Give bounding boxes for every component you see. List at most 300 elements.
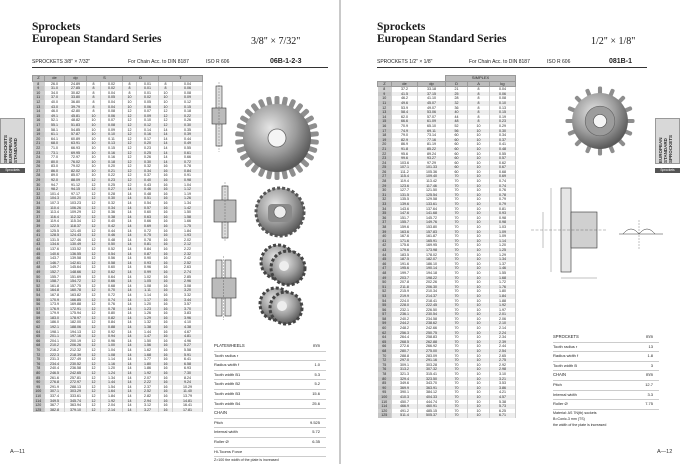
table-cell: 66.93 — [65, 146, 87, 151]
table-cell: 116.4 — [45, 215, 65, 220]
table-cell: 86.0 — [45, 169, 65, 174]
table-cell: 8 — [123, 81, 137, 86]
table-cell: 29 — [33, 178, 45, 183]
table-cell: 70 — [446, 188, 468, 193]
table-cell: 179.9 — [45, 311, 65, 316]
table-cell: 307.32 — [418, 367, 446, 372]
table-cell: 8 — [468, 119, 490, 124]
table-cell: 16 — [159, 233, 173, 238]
table-cell: 10 — [468, 188, 490, 193]
table-cell: 214.37 — [418, 294, 446, 299]
table-cell: 4.21 — [490, 390, 516, 395]
table-cell: 14 — [123, 288, 137, 293]
table-cell: 266.92 — [418, 344, 446, 349]
table-cell: 44 — [378, 253, 392, 258]
table-cell: 195.6 — [392, 266, 418, 271]
table-cell: 70 — [446, 372, 468, 377]
table-cell: 1.26 — [173, 196, 203, 201]
table-cell: 2.32 — [173, 252, 203, 257]
table-cell: 55 — [33, 298, 45, 303]
table-cell: 1.50 — [137, 339, 159, 344]
table-cell: 505.37 — [418, 413, 446, 418]
table-cell: 1.92 — [137, 371, 159, 376]
table-cell: 125.54 — [418, 193, 446, 198]
table-cell: 45.81 — [65, 114, 87, 119]
table-cell: 28 — [446, 96, 468, 101]
table-cell: 2.54 — [490, 349, 516, 354]
table-cell: 12 — [87, 334, 101, 339]
table-cell: 70 — [446, 202, 468, 207]
table-cell: 0.20 — [101, 164, 123, 169]
table-cell: 0.21 — [101, 169, 123, 174]
table-cell: 161.87 — [418, 234, 446, 239]
table-cell: 61.09 — [418, 119, 446, 124]
table-cell: 100 — [33, 389, 45, 394]
table-cell: 12 — [87, 196, 101, 201]
table-cell: 16 — [159, 348, 173, 353]
table-cell: 14 — [123, 362, 137, 367]
table-cell: 58.4 — [392, 110, 418, 115]
hub-profile-drawing — [206, 182, 246, 242]
table-cell: 0.74 — [490, 179, 516, 184]
table-cell: 0.30 — [137, 160, 159, 165]
table-cell: 323.50 — [418, 377, 446, 382]
table-cell: 0.16 — [101, 151, 123, 156]
col-d: D — [123, 76, 159, 82]
sprocket-section-drawing — [531, 180, 671, 280]
table-cell: 1.38 — [137, 325, 159, 330]
table-cell: 0.74 — [101, 298, 123, 303]
table-cell: 16 — [159, 224, 173, 229]
table-cell: 10 — [468, 211, 490, 216]
table-cell: 44 — [33, 247, 45, 252]
table-cell: 15 — [33, 114, 45, 119]
right-page-title: Sprockets European Standard Series — [377, 21, 507, 45]
table-cell: 10 — [87, 114, 101, 119]
table-cell: 101.4 — [45, 192, 65, 197]
table-cell: 0.64 — [101, 275, 123, 280]
spec-row: Hi-Tooms Force — [214, 448, 326, 458]
table-cell: 215.9 — [392, 289, 418, 294]
table-cell: 200.19 — [65, 339, 87, 344]
table-cell: 0.44 — [101, 229, 123, 234]
table-cell: 48 — [446, 119, 468, 124]
table-cell: 70 — [446, 220, 468, 225]
table-cell: 14 — [123, 334, 137, 339]
table-cell: 78 — [33, 366, 45, 371]
table-cell: 12 — [87, 242, 101, 247]
table-cell: 58 — [33, 311, 45, 316]
table-cell: 228.0 — [392, 303, 418, 308]
table-cell: 6.25 — [490, 409, 516, 414]
table-cell: 16 — [159, 288, 173, 293]
table-cell: 0.15 — [173, 105, 203, 110]
table-cell: 70 — [446, 349, 468, 354]
table-cell: 37 — [378, 220, 392, 225]
table-cell: 151.69 — [65, 275, 87, 280]
table-cell: 0.07 — [101, 118, 123, 123]
table-cell: 14 — [123, 357, 137, 362]
table-cell: 29 — [378, 184, 392, 189]
table-cell: 0.04 — [101, 91, 123, 96]
table-cell: 14 — [123, 242, 137, 247]
table-cell: 158.7 — [45, 279, 65, 284]
table-cell: 0.06 — [173, 86, 203, 91]
table-cell: 70 — [446, 276, 468, 281]
right-chain-standard: For Chain Acc. to DIN 8187 — [469, 59, 530, 65]
table-cell: 0.88 — [101, 325, 123, 330]
table-cell: 70 — [446, 225, 468, 230]
table-cell: 14 — [123, 229, 137, 234]
table-cell: 14 — [123, 353, 137, 358]
table-cell: 62 — [33, 325, 45, 330]
table-cell: 10 — [87, 128, 101, 133]
table-cell: 44 — [446, 115, 468, 120]
left-page-title: Sprockets European Standard Series — [32, 21, 162, 45]
table-cell: 0.35 — [173, 128, 203, 133]
table-cell: 124.43 — [65, 233, 87, 238]
table-cell: 70 — [446, 390, 468, 395]
table-cell: 236.1 — [392, 312, 418, 317]
table-cell: 10 — [468, 400, 490, 405]
table-cell: 58 — [378, 317, 392, 322]
table-cell: 12 — [87, 247, 101, 252]
table-cell: 1.64 — [101, 389, 123, 394]
table-cell: 12 — [87, 320, 101, 325]
table-cell: 0.46 — [101, 233, 123, 238]
table-cell: 143.6 — [392, 207, 418, 212]
table-cell: 110 — [378, 400, 392, 405]
table-cell: 40 — [33, 229, 45, 234]
table-cell: 34 — [378, 207, 392, 212]
table-cell: 0.51 — [137, 196, 159, 201]
table-cell: 12 — [159, 109, 173, 114]
table-cell: 51.83 — [65, 123, 87, 128]
table-cell: 179.6 — [392, 248, 418, 253]
right-section-tab[interactable] — [655, 118, 680, 164]
table-cell: 32 — [378, 197, 392, 202]
table-cell: 18 — [33, 128, 45, 133]
table-cell: 70 — [446, 211, 468, 216]
table-cell: 0.32 — [137, 164, 159, 169]
table-cell: 89.24 — [418, 152, 446, 157]
table-cell: 14 — [123, 320, 137, 325]
left-info-bar — [32, 58, 328, 68]
table-cell: 0.67 — [490, 165, 516, 170]
table-cell: 12 — [123, 132, 137, 137]
table-cell: 0.43 — [137, 183, 159, 188]
table-cell: 22 — [378, 152, 392, 157]
table-cell: 12 — [87, 376, 101, 381]
table-cell: 0.98 — [490, 216, 516, 221]
table-cell: 70 — [446, 216, 468, 221]
table-cell: 1.72 — [490, 280, 516, 285]
table-cell: 12 — [87, 270, 101, 275]
table-cell: 77.0 — [45, 155, 65, 160]
table-cell: 10 — [468, 276, 490, 281]
table-cell: 236.58 — [65, 366, 87, 371]
table-cell: 159.6 — [392, 225, 418, 230]
table-cell: 17 — [33, 123, 45, 128]
table-cell: 232.1 — [392, 308, 418, 313]
table-cell: 2.14 — [490, 326, 516, 331]
table-cell: 8 — [87, 95, 101, 100]
table-cell: 12 — [87, 288, 101, 293]
table-cell: 8 — [468, 96, 490, 101]
table-cell: 297.0 — [392, 358, 418, 363]
table-cell: 12 — [87, 362, 101, 367]
table-cell: 10 — [468, 381, 490, 386]
table-cell: 152.7 — [45, 270, 65, 275]
table-cell: 16 — [159, 339, 173, 344]
table-cell: 1.76 — [490, 285, 516, 290]
table-cell: 169.88 — [65, 302, 87, 307]
table-cell: 101.33 — [418, 165, 446, 170]
table-cell: 242.65 — [65, 371, 87, 376]
table-cell: 0.06 — [101, 114, 123, 119]
table-cell: 17.81 — [173, 408, 203, 413]
col-d: D — [446, 81, 468, 87]
table-cell: 2.39 — [490, 340, 516, 345]
table-cell: 10 — [468, 303, 490, 308]
table-cell: 12 — [87, 298, 101, 303]
table-cell: 10 — [159, 95, 173, 100]
table-cell: 303.29 — [65, 389, 87, 394]
table-cell: 100 — [378, 395, 392, 400]
table-cell: 10 — [468, 147, 490, 152]
table-cell: 0.23 — [137, 146, 159, 151]
table-cell: 10 — [468, 299, 490, 304]
table-cell: 103.23 — [65, 201, 87, 206]
right-iso: ISO R 606 — [547, 59, 571, 65]
table-cell: 26.0 — [45, 81, 65, 86]
table-cell: 10 — [468, 152, 490, 157]
table-cell: 123.6 — [392, 184, 418, 189]
table-cell: 16 — [159, 219, 173, 224]
table-cell: 14 — [123, 284, 137, 289]
table-cell: 137.64 — [418, 207, 446, 212]
table-cell: 10 — [468, 234, 490, 239]
table-cell: 10 — [87, 151, 101, 156]
table-cell: 227.49 — [65, 357, 87, 362]
table-cell: 6.71 — [490, 413, 516, 418]
table-cell: 3.83 — [173, 311, 203, 316]
table-cell: 56 — [378, 308, 392, 313]
table-cell: 120 — [33, 403, 45, 408]
table-cell: 60 — [446, 133, 468, 138]
table-cell: 197.16 — [65, 334, 87, 339]
table-cell: 10 — [468, 321, 490, 326]
right-part-code: 081B-1 — [609, 58, 632, 65]
table-cell: 131.5 — [45, 238, 65, 243]
table-cell: 119.4 — [45, 219, 65, 224]
table-cell: 82.02 — [65, 169, 87, 174]
table-cell: 16 — [159, 183, 173, 188]
table-cell: 70 — [446, 326, 468, 331]
table-cell: 173.98 — [418, 248, 446, 253]
table-cell: 291.16 — [418, 358, 446, 363]
table-cell: 16 — [159, 279, 173, 284]
table-cell: 50 — [378, 280, 392, 285]
table-cell: 2.12 — [173, 242, 203, 247]
table-cell: 1.56 — [137, 343, 159, 348]
table-cell: 31 — [378, 193, 392, 198]
table-cell: 231.3 — [45, 357, 65, 362]
spec-row: Pitch 12.7 — [553, 381, 659, 391]
table-cell: 121.50 — [418, 188, 446, 193]
table-cell: 1.80 — [490, 289, 516, 294]
table-cell: 3.08 — [173, 284, 203, 289]
table-cell: 60 — [446, 161, 468, 166]
table-cell: 19 — [33, 132, 45, 137]
table-cell: 70 — [446, 308, 468, 313]
table-cell: 0.42 — [101, 224, 123, 229]
table-cell: 0.78 — [137, 238, 159, 243]
table-cell: 0.38 — [101, 215, 123, 220]
table-cell: 76.02 — [65, 160, 87, 165]
table-cell: 9 — [33, 86, 45, 91]
table-cell: 10 — [468, 133, 490, 138]
table-cell: 54 — [33, 293, 45, 298]
table-cell: 0.66 — [173, 155, 203, 160]
table-cell: 2.07 — [137, 376, 159, 381]
table-cell: 206.26 — [65, 343, 87, 348]
table-cell: 6.41 — [173, 357, 203, 362]
table-cell: 58.1 — [45, 128, 65, 133]
table-cell: 288.13 — [65, 385, 87, 390]
table-cell: 203.7 — [392, 276, 418, 281]
table-row — [378, 413, 516, 418]
table-cell: 57.07 — [418, 115, 446, 120]
right-info-bar — [377, 58, 647, 68]
table-cell: 0.18 — [101, 160, 123, 165]
left-iso: ISO R 606 — [206, 59, 230, 65]
left-section-tab[interactable] — [0, 118, 25, 164]
table-cell: 16 — [159, 293, 173, 298]
table-cell: 65 — [33, 334, 45, 339]
table-cell: 10 — [468, 271, 490, 276]
table-cell: 109.29 — [65, 210, 87, 215]
table-cell: 12 — [87, 183, 101, 188]
table-cell: 460.91 — [418, 404, 446, 409]
table-cell: 23 — [33, 151, 45, 156]
table-cell: 256.3 — [392, 331, 418, 336]
table-cell: 8 — [468, 87, 490, 92]
table-cell: 57 — [33, 307, 45, 312]
table-cell: 10 — [468, 262, 490, 267]
table-cell: 42.80 — [65, 109, 87, 114]
table-cell: 309.1 — [392, 363, 418, 368]
table-cell: 1.88 — [490, 299, 516, 304]
left-spec-note: Z>100 the width of the plate is increased — [214, 458, 279, 463]
table-cell: 10 — [468, 216, 490, 221]
table-cell: 33 — [378, 202, 392, 207]
table-cell: 246.5 — [45, 371, 65, 376]
table-cell: 0.58 — [101, 261, 123, 266]
table-cell: 55.1 — [45, 123, 65, 128]
table-cell: 0.17 — [137, 137, 159, 142]
table-cell: 54 — [378, 299, 392, 304]
table-cell: 1.44 — [101, 380, 123, 385]
table-cell: 176.9 — [45, 307, 65, 312]
table-cell: 10 — [468, 165, 490, 170]
table-cell: 12 — [87, 325, 101, 330]
table-cell: 14 — [123, 270, 137, 275]
table-cell: 272.97 — [65, 380, 87, 385]
table-cell: 10 — [468, 207, 490, 212]
col-de: de — [45, 76, 65, 82]
table-cell: 1.46 — [490, 266, 516, 271]
table-cell: 70 — [446, 367, 468, 372]
table-cell: 10.29 — [173, 385, 203, 390]
table-cell: 12 — [123, 160, 137, 165]
table-cell: 10 — [123, 105, 137, 110]
table-cell: 207.8 — [392, 280, 418, 285]
table-cell: 12 — [87, 252, 101, 257]
table-cell: 12 — [123, 173, 137, 178]
left-page — [0, 0, 339, 464]
table-cell: 12 — [87, 371, 101, 376]
table-cell: 16 — [159, 330, 173, 335]
table-cell: 1.92 — [101, 399, 123, 404]
table-cell: 1.14 — [137, 293, 159, 298]
table-cell: 70 — [446, 354, 468, 359]
table-cell: 14 — [159, 128, 173, 133]
spec-row: Tooth radius r 13 — [553, 343, 659, 353]
right-sprocket-size: SPROCKETS 1/2" × 1/8" — [377, 59, 433, 65]
col-s: S — [87, 76, 123, 82]
table-cell: 10 — [468, 193, 490, 198]
table-cell: 186.0 — [45, 320, 65, 325]
table-cell: 2.22 — [137, 380, 159, 385]
table-cell: 12 — [87, 238, 101, 243]
table-cell: 12 — [123, 183, 137, 188]
table-cell: 73.14 — [418, 133, 446, 138]
table-cell: 0.92 — [101, 330, 123, 335]
table-cell: 10 — [468, 197, 490, 202]
table-cell: 70 — [446, 253, 468, 258]
table-cell: 0.76 — [101, 302, 123, 307]
table-cell: 10 — [468, 404, 490, 409]
table-cell: 8 — [87, 81, 101, 86]
table-cell: 10 — [468, 331, 490, 336]
table-cell: 379.10 — [65, 408, 87, 413]
table-cell: 146.7 — [45, 261, 65, 266]
table-cell: 10 — [468, 184, 490, 189]
table-cell: 0.10 — [137, 118, 159, 123]
table-cell: 75 — [378, 363, 392, 368]
table-cell: 97.17 — [65, 192, 87, 197]
table-cell: 16 — [159, 366, 173, 371]
table-cell: 0.48 — [101, 238, 123, 243]
table-cell: 2.82 — [137, 394, 159, 399]
table-cell: 198.1 — [45, 330, 65, 335]
spec-head-sprockets: SPROCKETS mm — [553, 333, 659, 343]
table-cell: 0.93 — [490, 211, 516, 216]
table-cell: 0.16 — [101, 155, 123, 160]
table-cell: 25 — [446, 92, 468, 97]
table-cell: 1.50 — [173, 210, 203, 215]
table-cell: 201.1 — [45, 334, 65, 339]
table-cell: 16 — [159, 399, 173, 404]
table-cell: 10 — [468, 326, 490, 331]
table-cell: 70 — [446, 179, 468, 184]
table-cell: 0.69 — [490, 174, 516, 179]
table-cell: 2.10 — [490, 321, 516, 326]
table-cell: 76 — [378, 367, 392, 372]
table-cell: 24.89 — [65, 81, 87, 86]
table-cell: 14 — [123, 385, 137, 390]
